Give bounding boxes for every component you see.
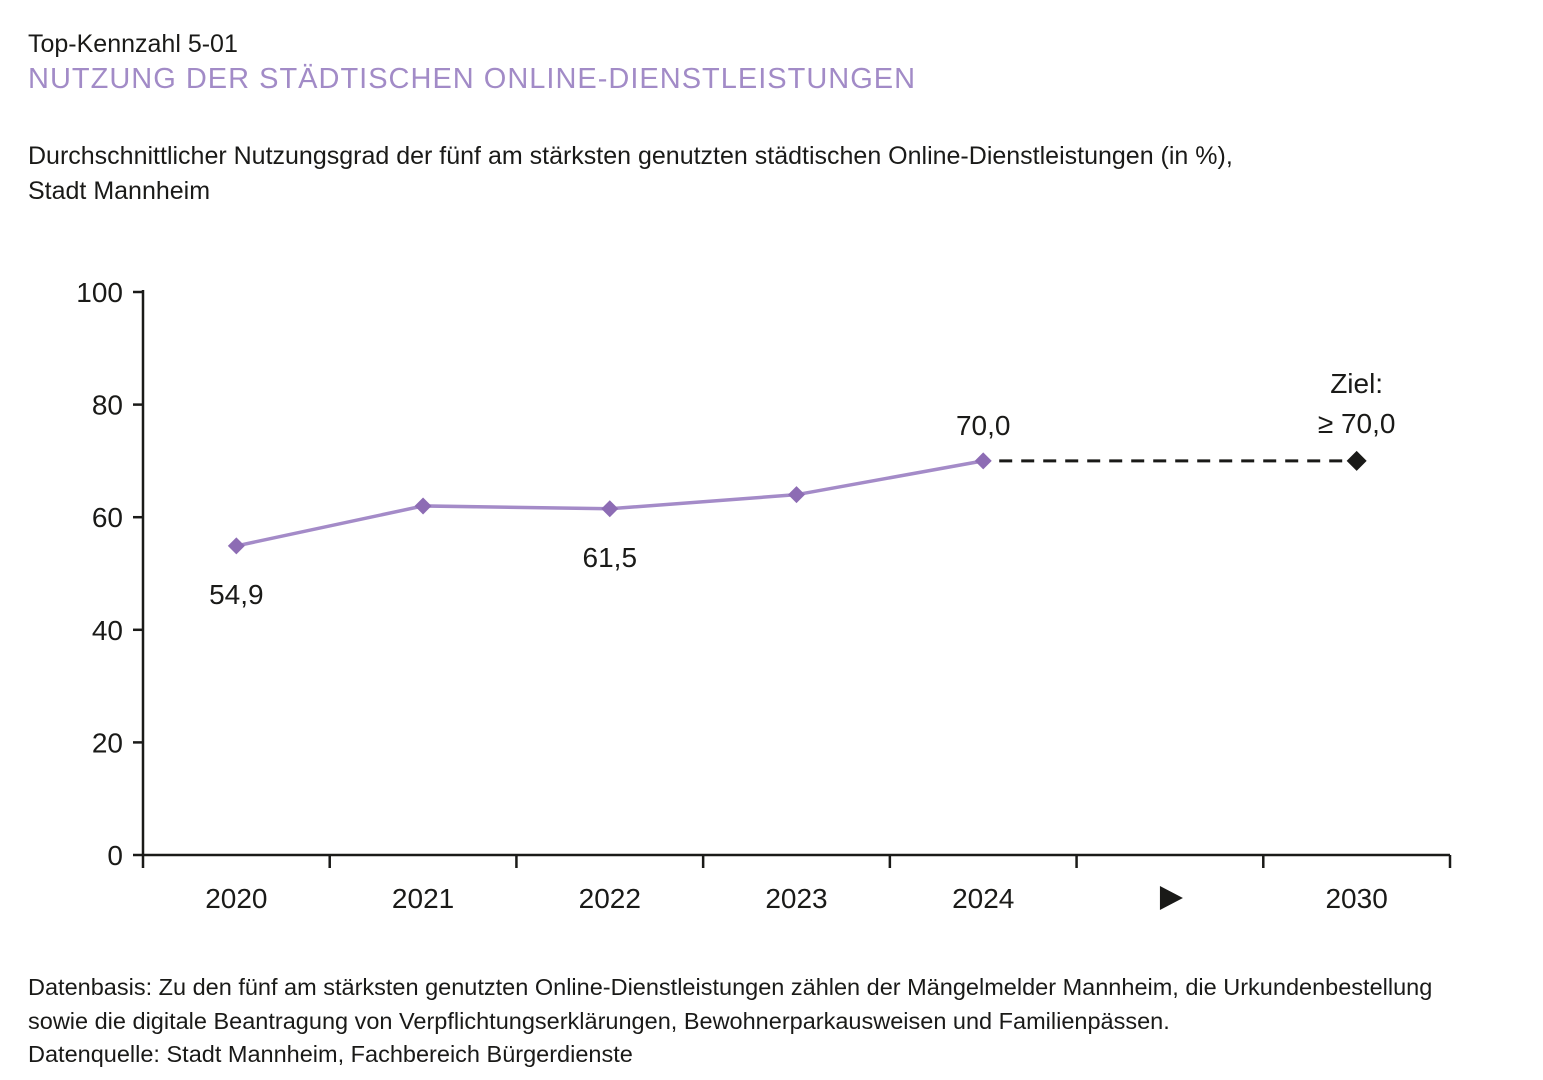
x-tick-label: 2023 [765,883,828,914]
chart-description-line2: Stadt Mannheim [28,177,211,205]
x-tick-label: 2030 [1325,883,1388,914]
value-label: 61,5 [582,541,638,573]
y-tick-label: 20 [91,727,123,759]
data-point-marker [228,537,245,554]
target-label-line1: Ziel: [1330,368,1384,399]
databasis-line1: Datenbasis: Zu den fünf am stärksten genutzten Online-Dienstleistungen zählen der Mängelmelder Mannheim, die Urkundenbestellung [28,974,1433,1000]
footnote [28,971,1432,1072]
data-point-marker [788,486,805,503]
datenquelle-line: Datenquelle: Stadt Mannheim, Fachbereich Bürgerdienste [28,1041,633,1067]
kennzahl-label: Top-Kennzahl 5-01 [28,30,238,58]
databasis-line2: sowie die digitale Beantragung von Verpflichtungserklärungen, Bewohnerparkausweisen und Familienpässen. [28,1007,1170,1034]
y-tick-label: 60 [91,502,123,534]
target-point-marker [1347,451,1367,471]
value-label: 54,9 [209,578,264,610]
chart-description-line1: Durchschnittlicher Nutzungsgrad der fünf am stärksten genutzten städtischen Online-Dienstleistungen (in %), [28,142,1233,170]
y-tick-label: 80 [91,389,123,421]
value-label: 70,0 [955,409,1011,441]
future-arrow-icon [1160,886,1183,910]
x-tick-label: 2021 [391,883,455,914]
x-tick-label: 2022 [578,883,641,914]
y-tick-label: 0 [107,840,123,871]
page-title: NUTZUNG DER STÄDTISCHEN ONLINE-DIENSTLEISTUNGEN [28,63,917,95]
y-tick-label: 40 [91,614,123,646]
x-tick-label: 2020 [205,883,268,914]
y-tick-label: 100 [76,277,123,308]
data-point-marker [415,497,432,514]
data-point-marker [975,452,992,469]
data-point-marker [601,500,618,517]
target-label-line2: ≥ 70,0 [1317,408,1396,439]
x-tick-label: 2024 [952,883,1015,914]
